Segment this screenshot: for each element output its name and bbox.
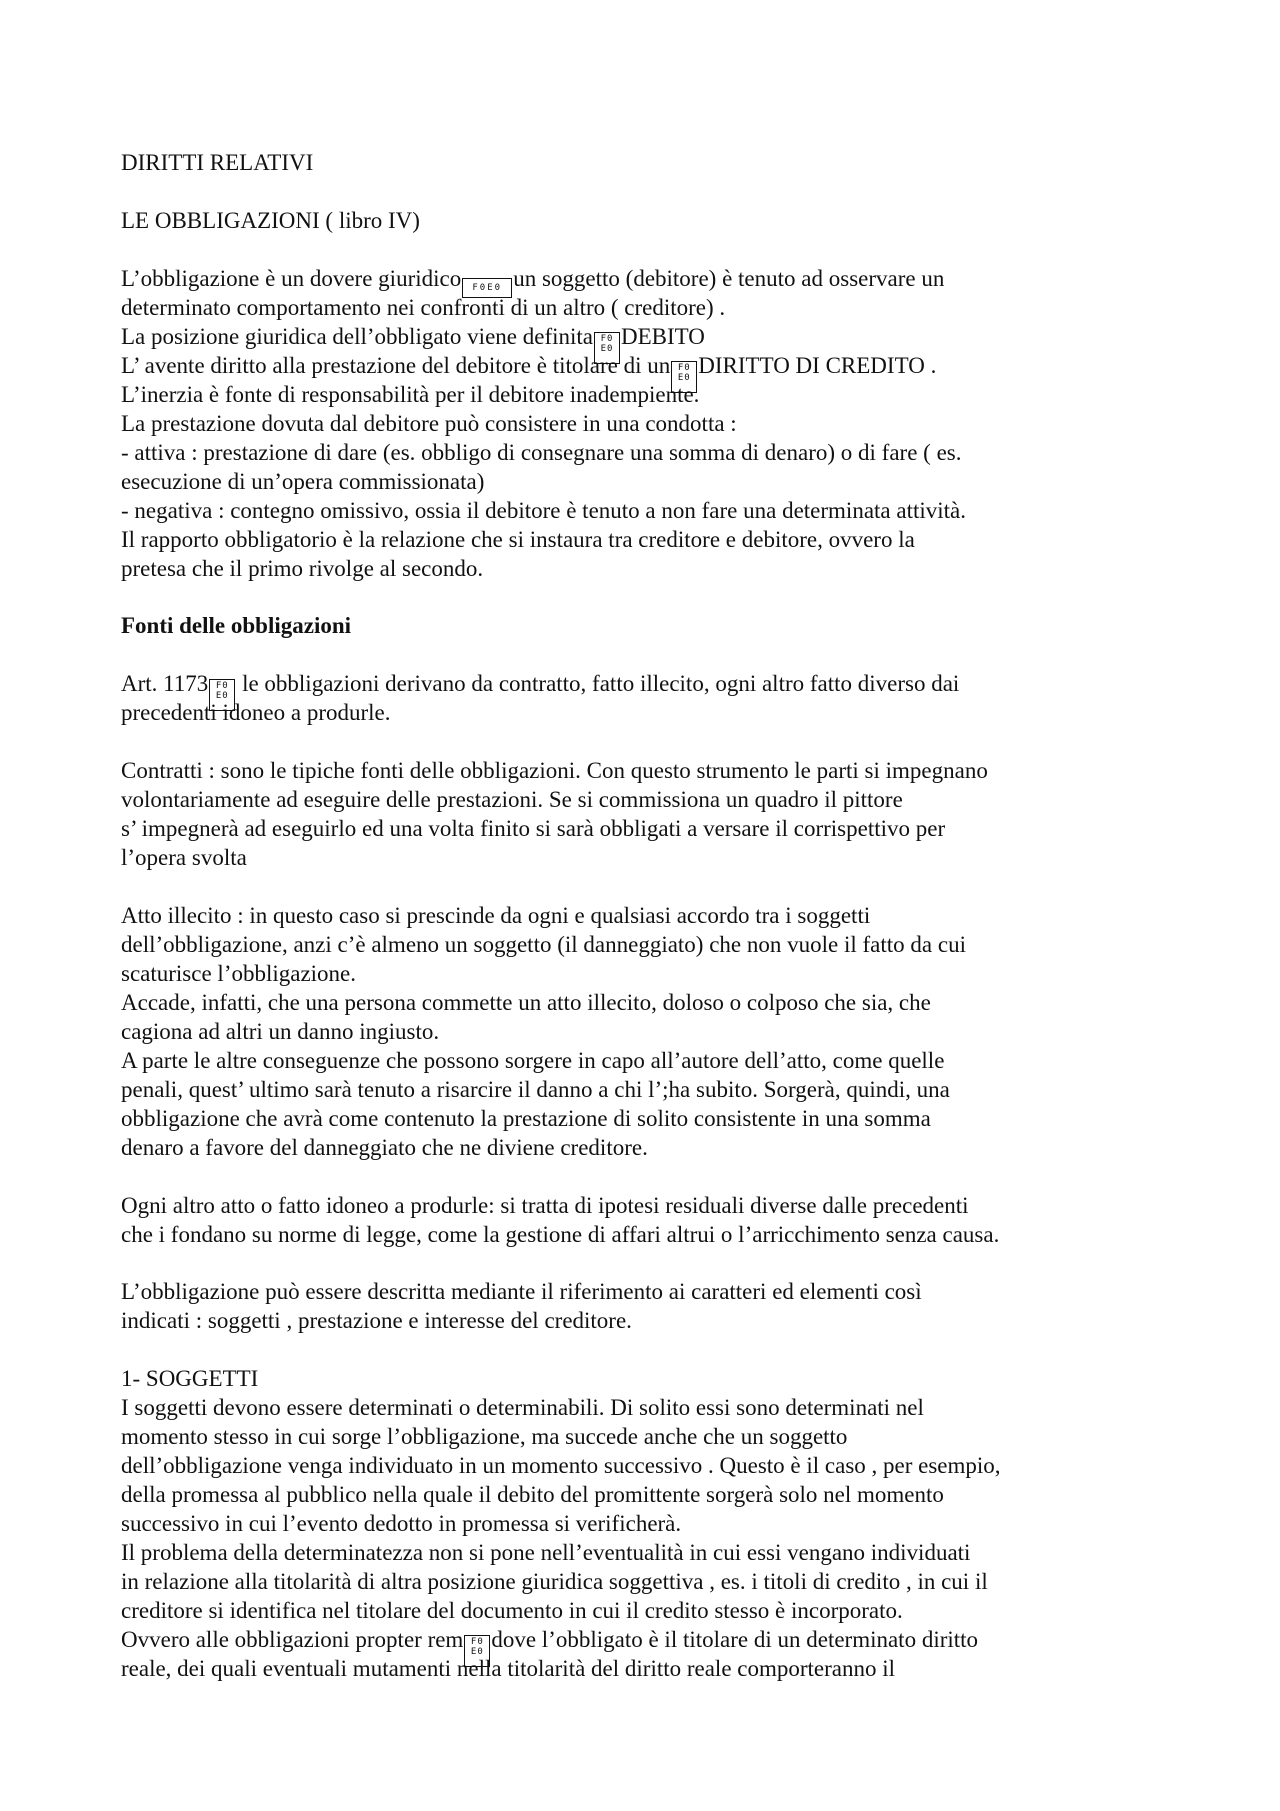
paragraph-soggetti: I soggetti devono essere determinati o determinabili. Di solito essi sono determinati nel momento stesso in cui sorge l’obbligazione, ma succede anche che un soggetto dell’obbligazione venga individuato in un momento successivo . Questo è il caso , per esempio, della promessa al pubblico nella quale il debito del promittente sorgerà solo nel momento successivo in cui l’evento dedotto in promessa si verificherà. Il problema della determinatezza non si pone nell’eventualità in cui essi vengano individuati in relazione alla titolarità di altra posizione giuridica soggettiva , es. i titoli di credito , in cui il creditore si identifica nel titolare del documento in cui il credito stesso è incorporato. Ovvero alle obbligazioni propter rem F0 E0 dove l’obbligato è il titolare di un determinato diritto reale, dei quali eventuali mutamenti nella titolarità del diritto reale comporteranno il (121, 1395, 1001, 1682)
paragraph-caratteri: L’obbligazione può essere descritta mediante il riferimento ai caratteri ed elementi così indicati : soggetti , prestazione e interesse del creditore. (121, 1279, 922, 1334)
paragraph-ogni-altro-atto: Ogni altro atto o fatto idoneo a produrle: si tratta di ipotesi residuali diverse dalle precedenti che i fondano su norme di legge, come la gestione di affari altrui o l’arricchimento senza causa. (121, 1192, 1000, 1247)
missing-glyph-icon: F0 E0 (209, 679, 235, 711)
heading-diritti-relativi: DIRITTI RELATIVI (121, 150, 314, 175)
paragraph-art-1173: Art. 1173 F0 E0 le obbligazioni derivano da contratto, fatto illecito, ogni altro fatto diverso dai precedenti idoneo a produrle. (121, 671, 960, 726)
missing-glyph-icon: F0 E0 (464, 1635, 490, 1667)
section-title-soggetti: 1- SOGGETTI (121, 1366, 259, 1392)
missing-glyph-icon: F0E0 (462, 278, 512, 298)
missing-glyph-icon: F0 E0 (671, 361, 697, 393)
section-title-fonti: Fonti delle obbligazioni (121, 613, 352, 639)
heading-le-obbligazioni: LE OBBLIGAZIONI ( libro IV) (121, 207, 420, 233)
paragraph-atto-illecito: Atto illecito : in questo caso si prescinde da ogni e qualsiasi accordo tra i soggetti dell’obbligazione, anzi c’è almeno un soggetto (il danneggiato) che non vuole il fatto da cui scaturisce l’obbligazione. Accade, infatti, che una persona commette un atto illecito, doloso o colposo che sia, che cagiona ad altri un danno ingiusto. A parte le altre conseguenze che possono sorgere in capo all’autore dell’atto, come quelle penali, quest’ ultimo sarà tenuto a risarcire il danno a chi l’;ha subito. Sorgerà, quindi, una obbligazione che avrà come contenuto la prestazione di solito consistente in una somma denaro a favore del danneggiato che ne diviene creditore. (121, 902, 966, 1160)
paragraph-definizione: L’obbligazione è un dovere giuridico F0E0 un soggetto (debitore) è tenuto ad osservare un determinato comportamento nei confronti di un altro ( creditore) . La posizione giuridica dell’obbligato viene definita F0 E0 DEBITO L’ avente diritto alla prestazione del debitore è titolare di un F0 E0 DIRITTO DI CREDITO . L’inerzia è fonte di responsabilità per il debitore inadempiente. La prestazione dovuta dal debitore può consistere in una condotta : - attiva : prestazione di dare (es. obbligo di consegnare una somma di denaro) o di fare ( es. esecuzione di un’opera commissionata) - negativa : contegno omissivo, ossia il debitore è tenuto a non fare una determinata attività. Il rapporto obbligatorio è la relazione che si instaura tra creditore e debitore, ovvero la pretesa che il primo rivolge al secondo. (121, 265, 966, 581)
missing-glyph-icon: F0 E0 (594, 332, 620, 364)
paragraph-contratti: Contratti : sono le tipiche fonti delle obbligazioni. Con questo strumento le parti si impegnano volontariamente ad eseguire delle prestazioni. Se si commissiona un quadro il pittore s’ impegnerà ad eseguirlo ed una volta finito si sarà obbligati a versare il corrispettivo per l’opera svolta (121, 757, 988, 870)
